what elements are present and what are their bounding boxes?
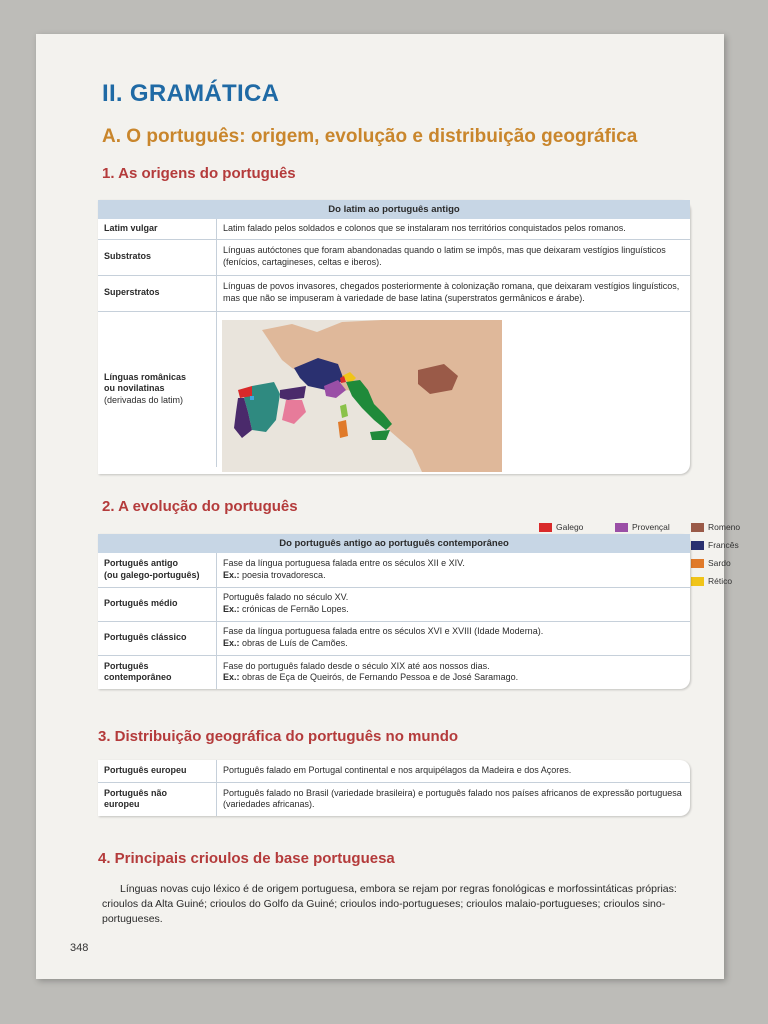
page-number: 348 xyxy=(70,942,89,954)
legend-item: Galego xyxy=(539,522,615,532)
row-text-superstratos: Línguas de povos invasores, chegados posteriormente à colonização romana, que deixaram vestígios linguísticos, mas que não se impuseram à variedade de base latina (superstratos germânicos e árabe). xyxy=(217,275,691,311)
row-label: Português antigo (ou galego-português) xyxy=(98,553,217,587)
page-title: II. GRAMÁTICA xyxy=(102,80,280,107)
origins-table-title: Do latim ao português antigo xyxy=(98,200,690,219)
section4-heading: 4. Principais crioulos de base portuguesa xyxy=(98,850,395,867)
legend-item: Romeno xyxy=(691,522,761,532)
row-text-latim: Latim falado pelos soldados e colonos que se instalaram nos territórios conquistados pelos romanos. xyxy=(217,219,691,239)
legend-item: Sardo xyxy=(691,558,761,568)
row-label: Português não europeu xyxy=(98,782,217,816)
row-text: Português falado em Portugal continental e nos arquipélagos da Madeira e dos Açores. xyxy=(217,760,691,782)
section1-heading: 1. As origens do português xyxy=(102,165,296,182)
creoles-paragraph: Línguas novas cujo léxico é de origem portuguesa, embora se rejam por regras fonológicas e morfossintáticas próprias: crioulos da Alta Guiné; crioulos do Golfo da Guiné; crioulos indo-portugueses; crioulos malaio-portugueses; crioulos sino-portugueses. xyxy=(102,883,677,926)
row-text-substratos: Línguas autóctones que foram abandonadas quando o latim se impôs, mas que deixaram vestígios linguísticos (fenícios, cartagineses, celtas e iberos). xyxy=(217,239,691,275)
row-text: Fase da língua portuguesa falada entre os séculos XII e XIV. Ex.: poesia trovadoresca. xyxy=(217,553,691,587)
row-label-latim: Latim vulgar xyxy=(98,219,217,239)
row-label: Português contemporâneo xyxy=(98,655,217,689)
row-label: Português europeu xyxy=(98,760,217,782)
textbook-page xyxy=(36,34,741,979)
page-subtitle: A. O português: origem, evolução e distribuição geográfica xyxy=(102,126,638,147)
legend-item: Rético xyxy=(691,576,761,586)
row-label: Português clássico xyxy=(98,621,217,655)
row-label-superstratos: Superstratos xyxy=(98,275,217,311)
section3-heading: 3. Distribuição geográfica do português no mundo xyxy=(98,728,459,745)
legend-swatch xyxy=(615,523,628,532)
evolution-table xyxy=(98,534,690,689)
legend-swatch xyxy=(691,577,704,586)
row-text: Fase da língua portuguesa falada entre os séculos XVI e XVIII (Idade Moderna). Ex.: obras de Luís de Camões. xyxy=(217,621,691,655)
legend-swatch xyxy=(539,523,552,532)
row-text: Português falado no Brasil (variedade brasileira) e português falado nos países africanos de expressão portuguesa (variedades africanas). xyxy=(223,787,682,810)
row-label-substratos: Substratos xyxy=(98,239,217,275)
legend-swatch xyxy=(691,541,704,550)
evolution-table-title: Do português antigo ao português contemporâneo xyxy=(98,534,690,553)
legend-swatch xyxy=(691,523,704,532)
legend-item: Provençal xyxy=(615,522,691,532)
row-text: Português falado no século XV. Ex.: crónicas de Fernão Lopes. xyxy=(217,587,691,621)
map-row-label: Línguas românicas ou novilatinas (derivadas do latim) xyxy=(98,311,217,467)
romance-languages-map xyxy=(222,320,502,472)
distribution-table xyxy=(98,760,690,816)
row-label: Português médio xyxy=(98,587,217,621)
row-text: Fase do português falado desde o século XIX até aos nossos dias. Ex.: obras de Eça de Queirós, de Fernando Pessoa e de José Saramago. xyxy=(223,660,519,683)
section2-heading: 2. A evolução do português xyxy=(102,498,298,515)
legend-swatch xyxy=(691,559,704,568)
legend-item: Francês xyxy=(691,540,761,550)
